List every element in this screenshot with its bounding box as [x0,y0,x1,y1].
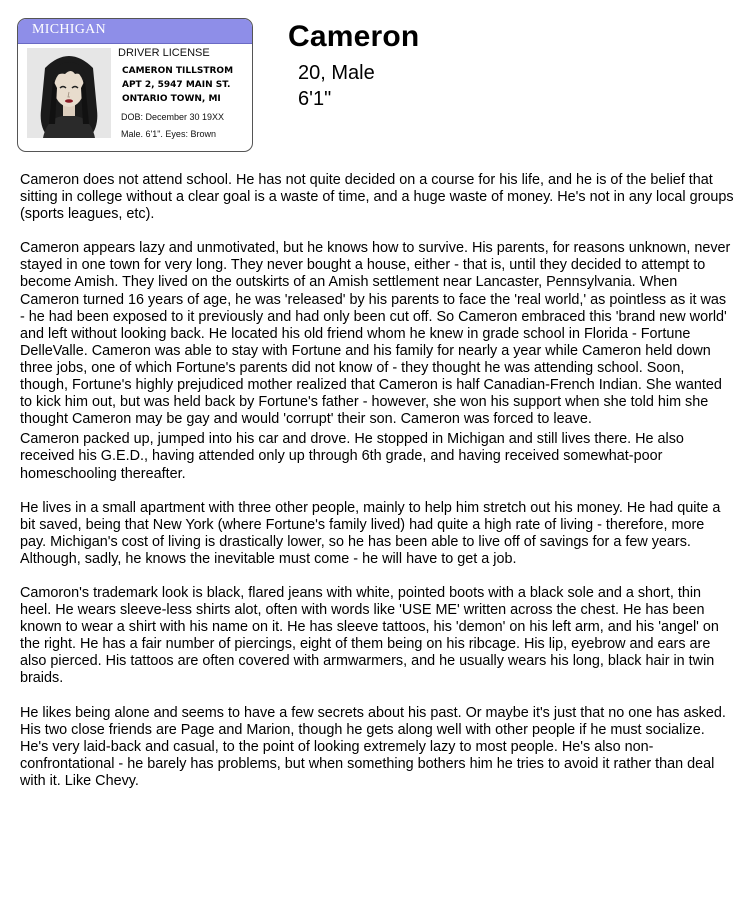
portrait-image [27,48,111,138]
biography [20,172,734,807]
license-identity-lines [122,64,233,106]
bio-paragraph-school: Cameron does not attend school. He has not quite decided on a course for his life, and he is of the belief that sitting in college without a clear goal is a waste of time, and a huge waste of money. He's not in any local groups (sports leagues, etc). [20,172,734,223]
license-state: MICHIGAN [32,22,106,37]
profile-age-sex: 20, Male [298,62,375,84]
bio-paragraph-appearance: Camoron's trademark look is black, flared jeans with white, pointed boots with a black sole and a short, thin heel. He wears sleeve-less shirts alot, often with words like 'USE ME' written across the chest. He has been known to wear a shirt with his name on it. He has sleeve tattoos, his 'demon' on his left arm, and his 'angel' on the right. He has a fair number of piercings, eight of them being on his ribcage. His lip, eyebrow and ears are also pierced. His tattoos are often covered with armwarmers, and he usually wears his long, black hair in twin braids. [20,584,719,687]
license-photo [27,48,111,138]
license-address-line-2: ONTARIO TOWN, MI [122,94,221,104]
license-description: Male. 6'1". Eyes: Brown [121,129,216,139]
license-dob: DOB: December 30 19XX [121,112,225,122]
bio-paragraph-history: Cameron appears lazy and unmotivated, but he knows how to survive. His parents, for reasons unknown, never stayed in one town for very long. They never bought a house, either - that is, until they decided to attempt to become Amish. They lived on the outskirts of an Amish settlement near Lancaster, Pennsylvania. When Cameron turned 16 years of age, he was 'released' by his parents to face the 'real world,' as pointless as it was - he had been exposed to it previously and had only been cut off. So Cameron embraced this 'brand new world' and left without looking back. He located his old friend whom he knew in grade school in Florida - Fortune DelleValle. Cameron was able to stay with Fortune and his family for nearly a year while Cameron held down three jobs, one of which Fortune's parents did not know of - they thought he was attending school. Soon, though, Fortune's highly prejudiced mother realized that Cameron is half Canadian-French Indian. She wanted to kick him out, but was held back by Fortune's father - however, she won his support when she told him she thought Cameron may be gay and would 'corrupt' their son. Cameron was forced to leave. [20,240,731,428]
license-heading: DRIVER LICENSE [118,47,210,59]
profile-name: Cameron [288,20,420,53]
license-address-line-1: APT 2, 5947 MAIN ST. [122,80,231,90]
bio-paragraph-michigan: Cameron packed up, jumped into his car and drove. He stopped in Michigan and still lives there. He also received his G.E.D., having attended only up through 6th grade, and having received somewhat-poor homeschooling thereafter. [20,431,684,482]
profile-height: 6'1" [298,88,332,110]
bio-paragraph-personality: He likes being alone and seems to have a few secrets about his past. Or maybe it's just that no one has asked. His two close friends are Page and Marion, though he gets along well with other people if he must socialize. He's very laid-back and casual, to the point of looking extremely lazy to most people. He's also non-confrontational - he barely has problems, but when something bothers him he tries to avoid it rather than deal with it. Like Chevy. [20,704,726,789]
profile-stats [298,60,375,112]
license-name: CAMERON TILLSTROM [122,66,234,76]
drivers-license-card [17,18,253,152]
bio-paragraph-apartment: He lives in a small apartment with three other people, mainly to help him stretch out his money. He had quite a bit saved, being that New York (where Fortune's family lived) had quite a high rate of living - therefore, more pay. Michigan's cost of living is drastically lower, so he has been able to live off of savings for a few years. Although, sadly, he knows the inevitable must come - he will have to get a job. [20,499,721,567]
